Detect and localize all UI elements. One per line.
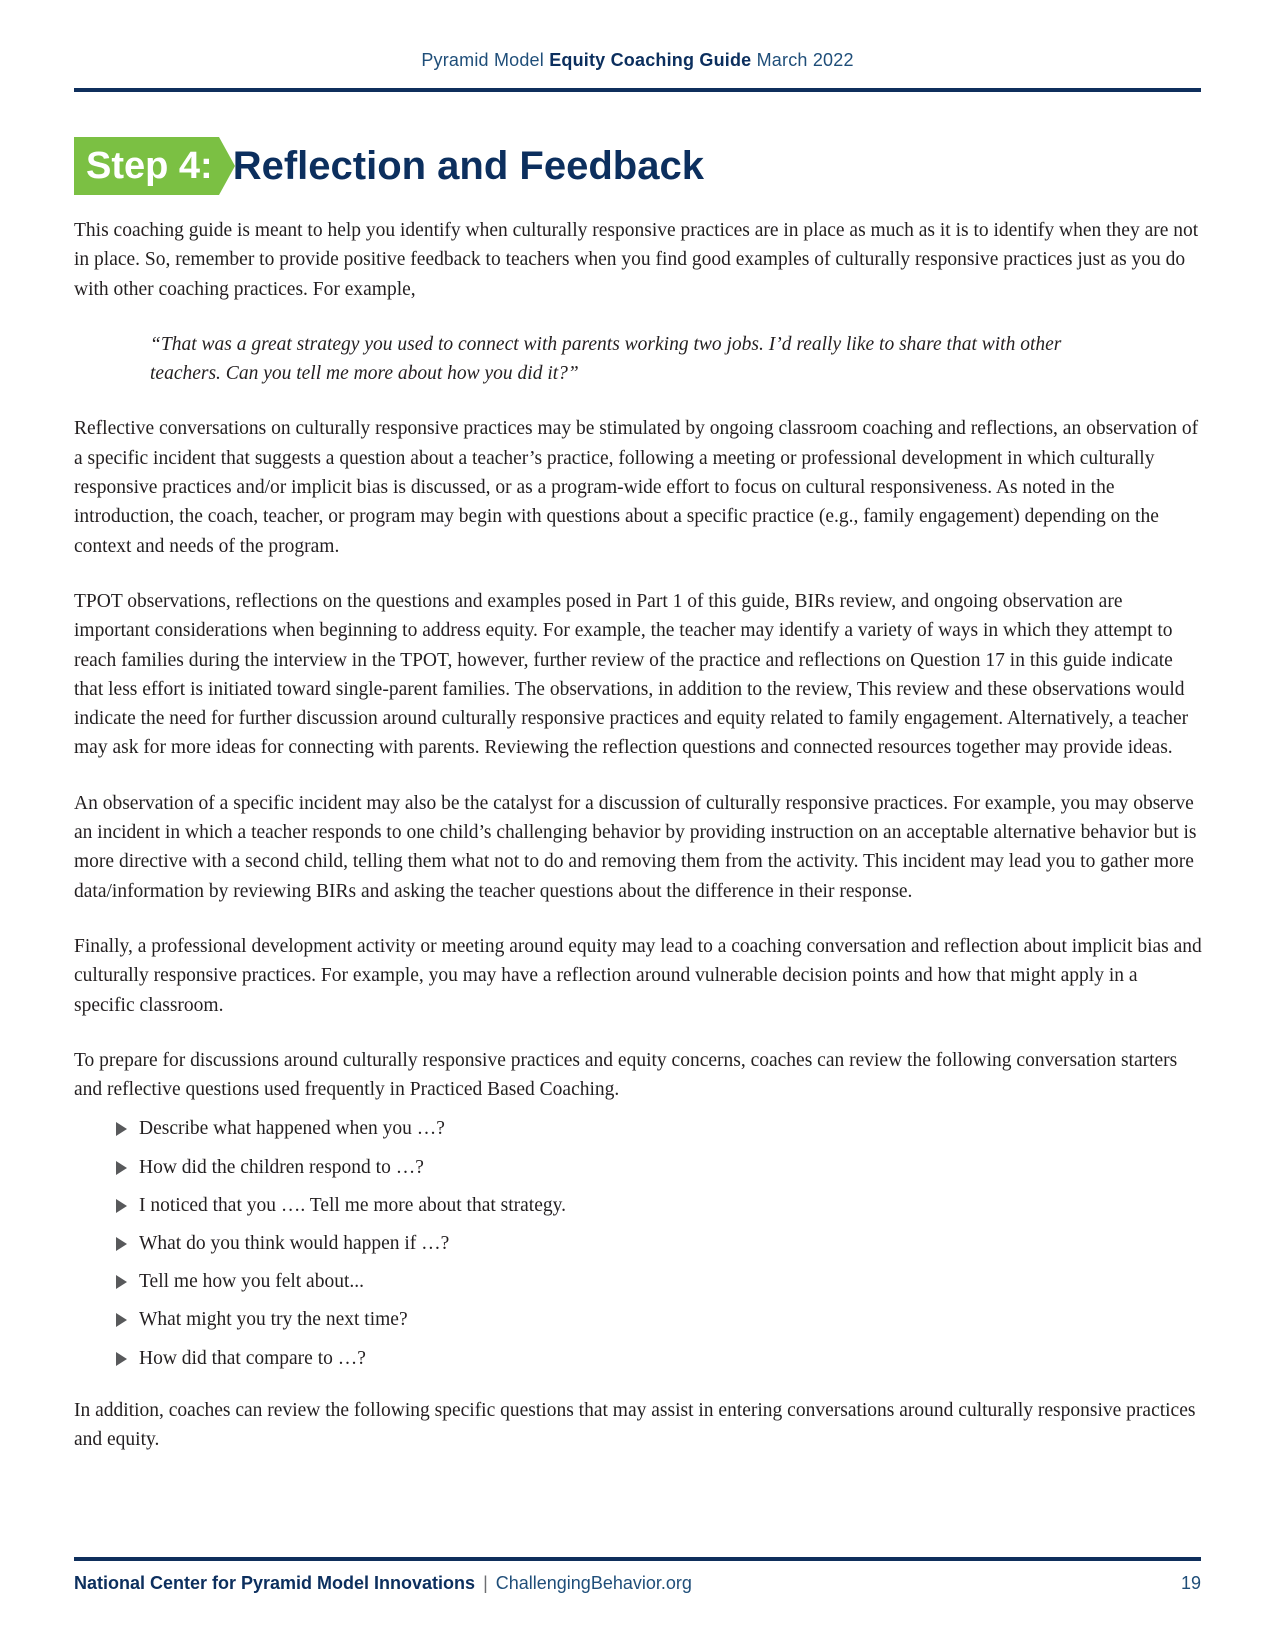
footer-divider [74, 1557, 1201, 1561]
paragraph-specific-incident: An observation of a specific incident may also be the catalyst for a discussion of culturally responsive practices. For example, you may observe an incident in which a teacher responds to one child’s challenging behavior by providing instruction on an acceptable alternative behavior but is more directive with a second child, telling them what not to do and removing them from the activity. This incident may lead you to gather more data/information by reviewing BIRs and asking the teacher questions about the difference in their response. [74, 792, 1197, 902]
list-item: What might you try the next time? [116, 1305, 1202, 1335]
paragraph-specific-questions: In addition, coaches can review the following specific questions that may assist in entering conversations around culturally responsive practices and equity. [74, 1399, 1196, 1450]
list-item: Describe what happened when you …? [116, 1114, 1202, 1144]
paragraph-reflective-conversations: Reflective conversations on culturally responsive practices may be stimulated by ongoing classroom coaching and reflections, an observation of a specific incident that suggests a question about a teacher’s practice, following a meeting or professional development in which culturally responsive practices and/or implicit bias is discussed, or as a program-wide effort to focus on cultural responsiveness. As noted in the introduction, the coach, teacher, or program may begin with questions about a specific practice (e.g., family engagement) depending on the context and needs of the program. [74, 418, 1199, 557]
example-quote: “That was a great strategy you used to connect with parents working two jobs. I’d really like to share that with other teachers. Can you tell me more about how you did it?” [150, 333, 1062, 385]
header-date: March 2022 [756, 50, 854, 70]
list-item: What do you think would happen if …? [116, 1229, 1202, 1259]
triangle-bullet-icon [116, 1122, 127, 1136]
footer-separator: | [483, 1573, 488, 1593]
list-item: I noticed that you …. Tell me more about that strategy. [116, 1191, 1202, 1221]
footer-website-link[interactable]: ChallengingBehavior.org [495, 1573, 692, 1593]
triangle-bullet-icon [116, 1313, 127, 1327]
paragraph-professional-development: Finally, a professional development activity or meeting around equity may lead to a coaching conversation and reflection about implicit bias and culturally responsive practices. For example, you may have a reflection around vulnerable decision points and how that might apply in a specific classroom. [74, 935, 1202, 1016]
footer-org-name: National Center for Pyramid Model Innovations [74, 1573, 476, 1593]
triangle-bullet-icon [116, 1161, 127, 1175]
header-prefix: Pyramid Model [421, 50, 544, 70]
header-guide-title: Equity Coaching Guide [549, 50, 752, 70]
page-title: Reflection and Feedback [232, 143, 704, 188]
triangle-bullet-icon [116, 1199, 127, 1213]
triangle-bullet-icon [116, 1352, 127, 1366]
page-footer [74, 1573, 1201, 1594]
conversation-starters-list [74, 1114, 1202, 1373]
body-content [74, 216, 1202, 1480]
list-item: How did the children respond to …? [116, 1153, 1202, 1183]
list-item: How did that compare to …? [116, 1344, 1202, 1374]
header-divider [74, 88, 1201, 92]
section-title [74, 137, 704, 195]
page-number: 19 [1180, 1573, 1201, 1593]
running-header [0, 50, 1275, 71]
list-item: Tell me how you felt about... [116, 1267, 1202, 1297]
paragraph-prepare-discussions: To prepare for discussions around culturally responsive practices and equity concerns, coaches can review the following conversation starters and reflective questions used frequently in Practiced Based Coaching. [74, 1049, 1178, 1101]
triangle-bullet-icon [116, 1237, 127, 1251]
step-badge: Step 4: [74, 137, 219, 195]
paragraph-intro: This coaching guide is meant to help you identify when culturally responsive practices are in place as much as it is to identify when they are not in place. So, remember to provide positive feedback to teachers when you find good examples of culturally responsive practices just as you do with other coaching practices. For example, [74, 220, 1199, 300]
footer-left [74, 1573, 692, 1594]
triangle-bullet-icon [116, 1275, 127, 1289]
paragraph-tpot-observations: TPOT observations, reflections on the questions and examples posed in Part 1 of this guide, BIRs review, and ongoing observation are important considerations when beginning to address equity. For example, the teacher may identify a variety of ways in which they attempt to reach families during the interview in the TPOT, however, further review of the practice and reflections on Question 17 in this guide indicate that less effort is initiated toward single-parent families. The observations, in addition to the review, This review and these observations would indicate the need for further discussion around culturally responsive practices and equity related to family engagement. Alternatively, a teacher may ask for more ideas for connecting with parents. Reviewing the reflection questions and connected resources together may provide ideas. [74, 590, 1189, 759]
